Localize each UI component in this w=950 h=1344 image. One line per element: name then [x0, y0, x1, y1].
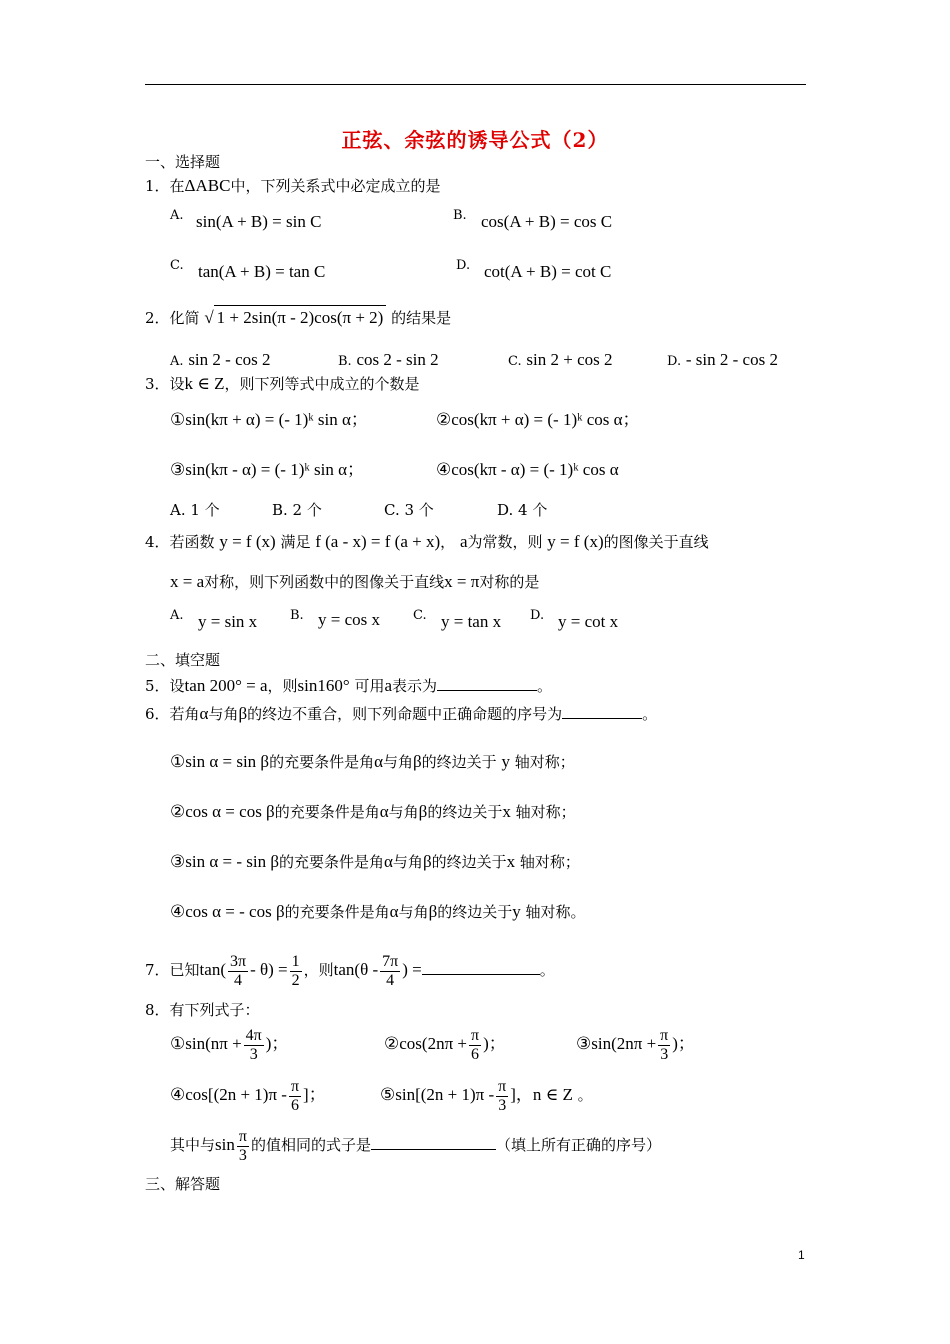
- q4-option-d: D.: [530, 608, 545, 623]
- q8-expr-2: ②cos(2nπ + $\frac{\pi}{6}$ )；: [384, 1026, 506, 1063]
- q4-option-c-expr: y = tan x: [441, 612, 502, 631]
- q1-option-d: D.: [456, 258, 471, 273]
- q6-proposition-2: ②cos α = cos β的充要条件是角α与角β的终边关于x 轴对称；: [170, 802, 576, 821]
- fraction: $\frac{4\pi}{3}$: [245, 1026, 262, 1063]
- q3-option-b: B. 2 个: [272, 501, 322, 519]
- fraction: $\frac{\pi}{6}$: [290, 1077, 300, 1114]
- q4-option-b: B.: [290, 608, 304, 623]
- q8-answer-blank[interactable]: [371, 1133, 496, 1150]
- q3-option-d: D. 4 个: [497, 501, 548, 519]
- fraction: $\frac{\pi}{3}$: [660, 1026, 669, 1063]
- q2-option-c: C. sin 2 + cos 2: [508, 350, 613, 369]
- q8-expr-4: ④cos[(2n + 1)π - $\frac{\pi}{6}$ ]；: [170, 1077, 326, 1114]
- section-answer: 三、解答题: [145, 1175, 221, 1193]
- q6-answer-blank[interactable]: [562, 702, 642, 719]
- q4-option-d-expr: y = cot x: [558, 612, 619, 631]
- page-number: 1: [798, 1248, 805, 1262]
- q6-proposition-1: ①sin α = sin β的充要条件是角α与角β的终边关于 y 轴对称；: [170, 752, 575, 771]
- question-1: 1．在ΔABC中，下列关系式中必定成立的是: [145, 176, 441, 195]
- fraction: $\frac{\pi}{6}$: [470, 1026, 480, 1063]
- question-6: 6．若角α与角β的终边不重合，则下列命题中正确命题的序号为 。: [145, 704, 658, 723]
- q1-option-b-expr: cos(A + B) = cos C: [481, 212, 613, 231]
- fraction: $\frac{\pi}{3}$: [498, 1077, 507, 1114]
- q1-option-c-expr: tan(A + B) = tan C: [198, 262, 326, 281]
- question-4: 4．若函数 y = f (x) 满足 f (a - x) = f (a + x)， a为常数，则 y = f (x)的图像关于直线: [145, 532, 709, 551]
- q1-option-a: A.: [170, 208, 184, 223]
- q4-option-c: C.: [413, 608, 427, 623]
- question-4-line-2: x = a对称，则下列函数中的图像关于直线x = π对称的是: [170, 572, 540, 591]
- question-8: 8．有下列式子：: [145, 1001, 260, 1019]
- q8-question: 其中与sin $\frac{\pi}{3}$ 的值相同的式子是 （填上所有正确的序号）: [170, 1127, 661, 1164]
- q7-answer-blank[interactable]: [422, 958, 540, 975]
- header-rule: [145, 84, 806, 85]
- sqrt-expression: √ 1 + 2sin(π - 2)cos(π + 2): [204, 305, 386, 328]
- q3-item-4: ④cos(kπ - α) = (- 1)ᵏ cos α: [436, 460, 619, 479]
- q1-option-b: B.: [453, 208, 467, 223]
- question-7: 7．已知tan( $\frac{3\pi}{4}$ - θ) = $\frac{1}{2}$ ，则tan(θ - $\frac{7\pi}{4}$ ) = 。: [145, 952, 555, 989]
- q6-proposition-3: ③sin α = - sin β的充要条件是角α与角β的终边关于x 轴对称；: [170, 852, 580, 871]
- fraction: $\frac{1}{2}$: [291, 952, 300, 989]
- fraction: $\frac{3\pi}{4}$: [229, 952, 247, 989]
- question-3: 3．设k ∈ Z，则下列等式中成立的个数是: [145, 374, 420, 393]
- fraction: $\frac{7\pi}{4}$: [382, 952, 399, 989]
- q3-option-c: C. 3 个: [384, 501, 434, 519]
- section-fill: 二、填空题: [145, 651, 221, 669]
- q3-item-2: ②cos(kπ + α) = (- 1)ᵏ cos α；: [436, 410, 640, 429]
- section-choice: 一、选择题: [145, 153, 221, 171]
- q1-option-c: C.: [170, 258, 184, 273]
- q3-option-a: A. 1 个: [170, 501, 220, 519]
- q8-expr-1: ①sin(nπ + $\frac{4\pi}{3}$ )；: [170, 1026, 289, 1063]
- fraction: $\frac{\pi}{3}$: [238, 1127, 247, 1164]
- page-title: 正弦、余弦的诱导公式（2）: [341, 128, 609, 152]
- q2-option-b: B. cos 2 - sin 2: [338, 350, 439, 369]
- question-5: 5．设tan 200° = a，则sin160° 可用a表示为 。: [145, 676, 553, 695]
- q1-option-d-expr: cot(A + B) = cot C: [484, 262, 612, 281]
- q8-expr-3: ③sin(2nπ + $\frac{\pi}{3}$ )；: [576, 1026, 695, 1063]
- q2-option-a: A. sin 2 - cos 2: [170, 350, 271, 369]
- question-2: 2．化简 √ 1 + 2sin(π - 2)cos(π + 2) 的结果是: [145, 305, 451, 328]
- q6-proposition-4: ④cos α = - cos β的充要条件是角α与角β的终边关于y 轴对称。: [170, 902, 586, 921]
- q2-option-d: D. - sin 2 - cos 2: [667, 350, 778, 369]
- q5-answer-blank[interactable]: [437, 674, 537, 691]
- q4-option-b-expr: y = cos x: [318, 610, 380, 629]
- q8-expr-5: ⑤sin[(2n + 1)π - $\frac{\pi}{3}$ ]，n ∈ Z 。: [380, 1077, 593, 1114]
- q3-item-3: ③sin(kπ - α) = (- 1)ᵏ sin α；: [170, 460, 364, 479]
- q3-item-1: ①sin(kπ + α) = (- 1)ᵏ sin α；: [170, 410, 368, 429]
- q1-option-a-expr: sin(A + B) = sin C: [196, 212, 322, 231]
- q4-option-a: A.: [170, 608, 184, 623]
- q4-option-a-expr: y = sin x: [198, 612, 258, 631]
